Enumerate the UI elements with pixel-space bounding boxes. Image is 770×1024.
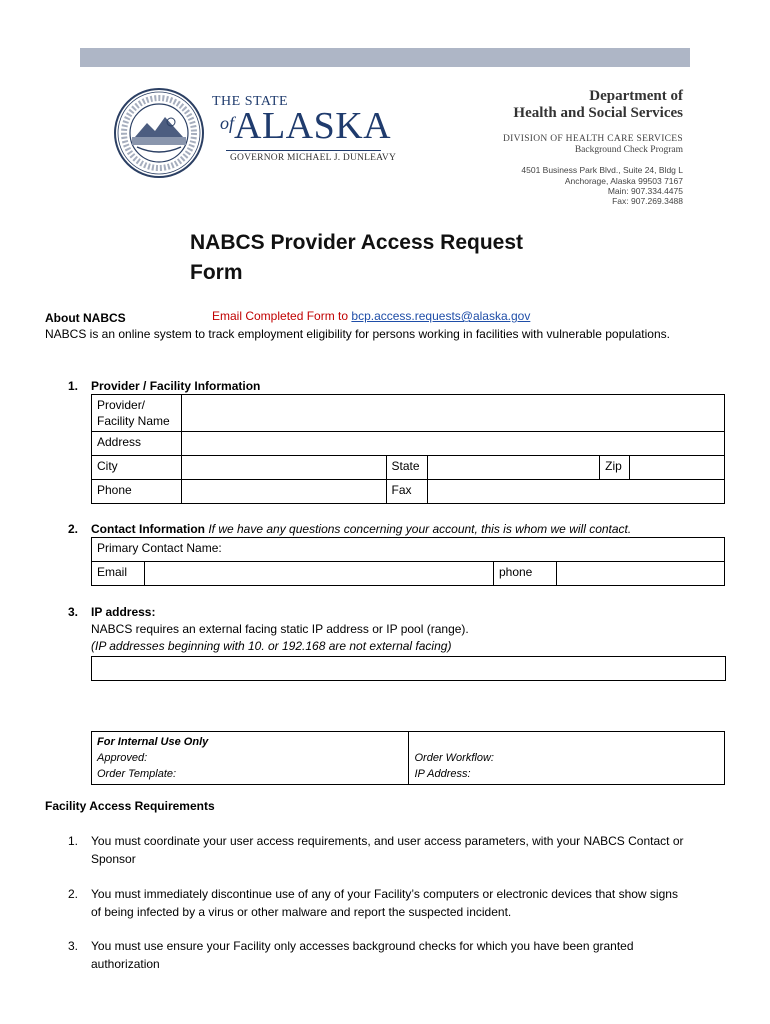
state-seal-icon [113, 87, 205, 179]
department-line-1: Department of [589, 88, 683, 104]
primary-contact-field[interactable] [92, 538, 725, 562]
fax-number: Fax: 907.269.3488 [612, 196, 683, 206]
program-name: Background Check Program [574, 145, 683, 155]
internal-ip-label: IP Address: [414, 768, 471, 780]
order-workflow-label: Order Workflow: [414, 752, 494, 764]
zip-label: Zip [600, 456, 630, 480]
ip-requirement-line: NABCS requires an external facing static IP address or IP pool (range). [91, 622, 469, 636]
main-phone: Main: 907.334.4475 [607, 186, 683, 196]
requirement-number: 1. [68, 834, 79, 848]
zip-field[interactable] [630, 456, 725, 480]
section-3-number: 3. [68, 605, 79, 619]
facility-name-field[interactable] [181, 395, 724, 432]
primary-contact-label: Primary Contact Name: [97, 541, 222, 555]
header-bar [80, 48, 690, 67]
facility-name-label: Provider/ Facility Name [92, 395, 182, 432]
requirement-line: You must use ensure your Facility only accesses background checks for which you have been granted [91, 939, 634, 953]
email-instruction [212, 308, 530, 324]
section-1-heading: Provider / Facility Information [91, 379, 261, 393]
title-line-1: NABCS Provider Access Request [190, 231, 524, 254]
requirement-number: 2. [68, 887, 79, 901]
page-title [190, 228, 523, 288]
state-the: THE STATE [212, 94, 289, 109]
section-3-heading: IP address: [91, 605, 156, 619]
requirement-line: Sponsor [91, 852, 136, 866]
provider-info-table [91, 394, 725, 504]
phone-label: Phone [92, 480, 182, 504]
ip-note-line: (IP addresses beginning with 10. or 192.168 are not external facing) [91, 639, 452, 653]
contact-phone-field[interactable] [557, 562, 725, 586]
requirements-heading: Facility Access Requirements [45, 799, 215, 813]
section-1-number: 1. [68, 379, 79, 393]
letterhead-divider [226, 150, 381, 151]
address-field[interactable] [181, 432, 724, 456]
state-of: of [220, 113, 235, 133]
email-prefix: Email Completed Form to [212, 309, 352, 323]
contact-phone-label: phone [493, 562, 556, 586]
phone-field[interactable] [181, 480, 386, 504]
about-heading: About NABCS [45, 311, 126, 325]
city-field[interactable] [181, 456, 386, 480]
ip-address-field[interactable] [91, 656, 726, 681]
approved-label: Approved: [97, 752, 148, 764]
requirement-line: of being infected by a virus or other malware and report the suspected incident. [91, 905, 512, 919]
requirement-line: You must immediately discontinue use of any of your Facility’s computers or electronic devices that show signs [91, 887, 678, 901]
fax-field[interactable] [428, 480, 725, 504]
order-template-label: Order Template: [97, 768, 177, 780]
governor-name: GOVERNOR MICHAEL J. DUNLEAVY [230, 153, 397, 163]
requirement-number: 3. [68, 939, 79, 953]
address-line-1: 4501 Business Park Blvd., Suite 24, Bldg L [521, 165, 683, 175]
section-2-number: 2. [68, 522, 79, 536]
email-label: Email [92, 562, 145, 586]
address-line-2: Anchorage, Alaska 99503 7167 [564, 176, 683, 186]
department-line-2: Health and Social Services [513, 105, 683, 121]
internal-heading: For Internal Use Only [97, 736, 209, 748]
fax-label: Fax [386, 480, 428, 504]
section-2-heading-row [91, 521, 631, 537]
city-label: City [92, 456, 182, 480]
state-name: ALASKA [234, 105, 392, 147]
division-name: DIVISION OF HEALTH CARE SERVICES [502, 134, 683, 144]
state-field[interactable] [428, 456, 600, 480]
email-field[interactable] [144, 562, 493, 586]
internal-use-table [91, 731, 725, 785]
email-link[interactable]: bcp.access.requests@alaska.gov [351, 309, 531, 323]
section-2-heading: Contact Information [91, 522, 205, 536]
requirement-line: You must coordinate your user access requirements, and user access parameters, with your NABCS Contact or [91, 834, 684, 848]
title-line-2: Form [190, 261, 243, 284]
contact-info-table [91, 537, 725, 586]
about-description: NABCS is an online system to track employment eligibility for persons working in facilities with vulnerable populations. [45, 327, 670, 341]
state-label: State [386, 456, 428, 480]
requirement-line: authorization [91, 957, 160, 971]
internal-right-cell [409, 732, 725, 785]
section-2-note: If we have any questions concerning your account, this is whom we will contact. [205, 522, 632, 536]
address-label: Address [92, 432, 182, 456]
internal-left-cell [92, 732, 409, 785]
